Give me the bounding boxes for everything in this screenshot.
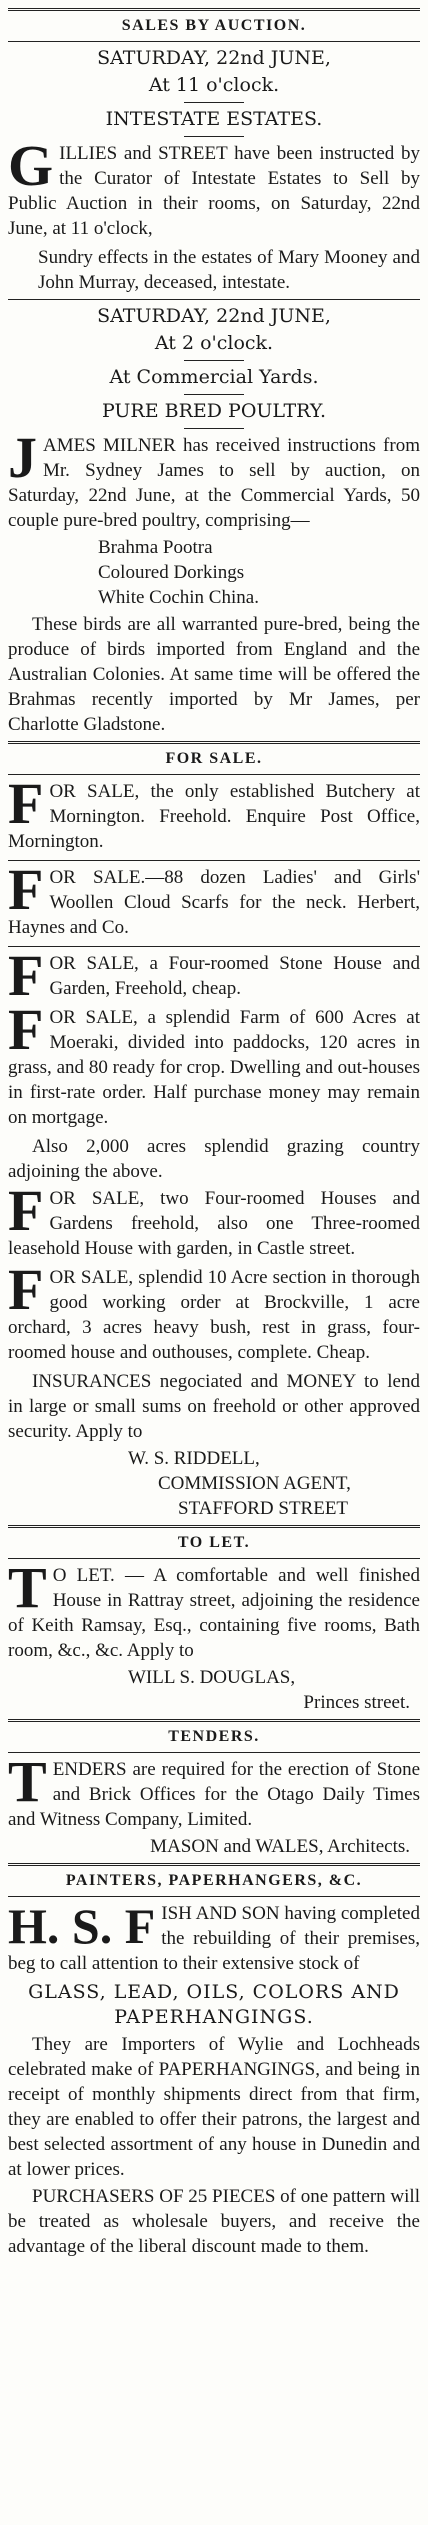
poultry-item: Coloured Dorkings [98, 562, 245, 583]
drop-cap: G [8, 133, 54, 198]
drop-cap: J [8, 425, 37, 490]
drop-cap: F [8, 997, 44, 1062]
sale2-body: JAMES MILNER has received instructions from Mr. Sydney James to sell by auction, on Saturday, 22nd June, at the Commercial Yards, 50 couple pure-bred poultry, comprising— [8, 425, 420, 531]
sale2-place: At Commercial Yards. [109, 366, 319, 388]
divider [8, 946, 420, 947]
newspaper-column [8, 0, 420, 2259]
agent-title: COMMISSION AGENT, [158, 1473, 351, 1494]
drop-cap: T [8, 1749, 47, 1814]
section-rule [8, 1719, 420, 1722]
sale2-title: PURE BRED POULTRY. [101, 400, 327, 422]
poultry-item: Brahma Pootra [98, 537, 213, 558]
sale2-time: At 2 o'clock. [154, 332, 274, 354]
drop-cap: T [8, 1555, 47, 1620]
sale2-note: These birds are all warranted pure-bred, being the produce of birds imported from England and the Australian Colonies. At same time will be offered the Brahmas recently imported by Mr James, per Charlotte Gladstone. [8, 614, 420, 735]
forsale-ad: FOR SALE, a Four-roomed Stone House and Garden, Freehold, cheap. [8, 943, 420, 1008]
poultry-item: White Cochin China. [98, 587, 259, 608]
section-rule [8, 741, 420, 744]
painters-para1: They are Importers of Wylie and Lochheads celebrated make of PAPERHANGINGS, and being in receipt of monthly shipments direct from that firm, they are enabled to offer their patrons, the largest and best selected assortment of any house in Dunedin and at lower prices. [8, 2034, 420, 2180]
sale1-date: SATURDAY, 22nd JUNE, [97, 47, 331, 69]
divider [8, 299, 420, 300]
drop-cap: F [8, 1257, 44, 1322]
divider [8, 1558, 420, 1559]
drop-cap: F [8, 943, 44, 1008]
short-rule [184, 102, 244, 103]
tenders-body: TENDERS are required for the erection of Stone and Brick Offices for the Otago Daily Times and Witness Company, Limited. [8, 1749, 420, 1830]
sales-heading: SALES BY AUCTION. [121, 17, 307, 34]
forsale-ad: FOR SALE, a splendid Farm of 600 Acres at Moeraki, divided into paddocks, 120 acres in grass, and 80 ready for crop. Dwelling and out-houses in first-rate order. Half purchase money may remain on mortgage. [8, 997, 420, 1128]
sale1-body: GILLIES and STREET have been instructed by the Curator of Intestate Estates to Sell by Public Auction in their rooms, on Saturday, 22nd June, at 11 o'clock, [8, 133, 420, 239]
tenders-sig: MASON and WALES, Architects. [150, 1836, 410, 1857]
top-rule [8, 8, 420, 11]
sale1-time: At 11 o'clock. [148, 74, 280, 96]
divider [8, 41, 420, 42]
divider [8, 774, 420, 775]
tolet-sig-name: WILL S. DOUGLAS, [128, 1667, 296, 1688]
divider [8, 1752, 420, 1753]
agent-address: STAFFORD STREET [178, 1498, 349, 1519]
painters-para2: PURCHASERS OF 25 PIECES of one pattern will be treated as wholesale buyers, and receive the advantage of the liberal discount made to them. [8, 2186, 420, 2257]
divider [8, 1896, 420, 1897]
forsale-ad: FOR SALE, the only established Butchery at Mornington. Freehold. Enquire Post Office, Mornington. [8, 771, 420, 852]
tolet-heading: TO LET. [177, 1534, 251, 1551]
forsale-ad: FOR SALE.—88 dozen Ladies' and Girls' Woollen Cloud Scarfs for the neck. Herbert, Haynes and Co. [8, 857, 420, 938]
drop-cap: H. S. F [8, 1898, 156, 1954]
forsale-ad: FOR SALE, splendid 10 Acre section in thorough good working order at Brockville, 1 acre orchard, 3 acres heavy bush, rest in grass, four-roomed house and outhouses, complete. Cheap. [8, 1257, 420, 1363]
painters-goods: GLASS, LEAD, OILS, COLORS AND PAPERHANGINGS. [28, 1981, 400, 2028]
tolet-body: T O LET. — A comfortable and well finished House in Rattray street, adjoining the residence of Keith Ramsay, Esq., containing five rooms, Bath room, &c., &c. Apply to [8, 1555, 420, 1661]
short-rule [184, 360, 244, 361]
insurance-notice: INSURANCES negociated and MONEY to lend in large or small sums on freehold or other approved security. Apply to [8, 1371, 420, 1442]
painters-heading: PAINTERS, PAPERHANGERS, &C. [65, 1872, 363, 1889]
short-rule [184, 428, 244, 429]
short-rule [184, 136, 244, 137]
drop-cap: F [8, 1178, 44, 1243]
forsale-heading: FOR SALE. [165, 750, 263, 767]
section-rule [8, 1863, 420, 1866]
drop-cap: F [8, 771, 44, 836]
divider [8, 860, 420, 861]
forsale-ad4-extra: Also 2,000 acres splendid grazing country adjoining the above. [8, 1136, 420, 1182]
drop-cap: F [8, 857, 44, 922]
agent-name: W. S. RIDDELL, [128, 1448, 260, 1469]
tolet-sig-address: Princes street. [303, 1692, 410, 1713]
forsale-ad: FOR SALE, two Four-roomed Houses and Gardens freehold, also one Three-roomed leasehold House with garden, in Castle street. [8, 1178, 420, 1259]
section-rule [8, 1525, 420, 1528]
short-rule [184, 394, 244, 395]
sale1-sundry: Sundry effects in the estates of Mary Mooney and John Murray, deceased, intestate. [38, 247, 420, 293]
painters-body: H. S. F ISH AND SON having completed the rebuilding of their premises, beg to call attention to their extensive stock of [8, 1898, 420, 1974]
tenders-heading: TENDERS. [168, 1728, 260, 1745]
sale2-date: SATURDAY, 22nd JUNE, [97, 305, 331, 327]
sale1-title: INTESTATE ESTATES. [105, 108, 323, 130]
